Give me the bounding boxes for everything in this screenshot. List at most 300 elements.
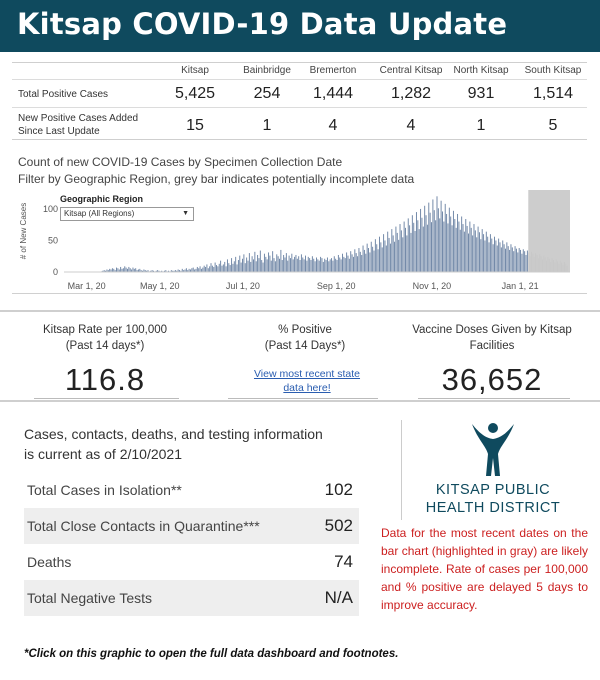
chart-bar bbox=[434, 210, 435, 272]
chart-bar bbox=[465, 219, 466, 272]
deaths-value: 74 bbox=[334, 552, 353, 571]
chart-bar bbox=[306, 261, 307, 272]
chart-bar bbox=[382, 247, 383, 272]
chart-bar bbox=[435, 220, 436, 272]
chart-bar bbox=[308, 257, 309, 272]
chart-bar bbox=[275, 261, 276, 272]
chart-bar bbox=[428, 203, 429, 272]
case-count-bar-chart[interactable] bbox=[12, 186, 587, 294]
chart-bar bbox=[316, 257, 317, 272]
y-tick-label: 50 bbox=[47, 235, 58, 246]
chart-bar bbox=[343, 257, 344, 272]
chart-bar bbox=[263, 263, 264, 272]
chart-bar bbox=[480, 239, 481, 272]
chart-bar bbox=[220, 261, 221, 272]
chart-bar bbox=[215, 263, 216, 272]
chart-bar bbox=[402, 237, 403, 272]
chart-bar bbox=[358, 248, 359, 272]
chart-bar bbox=[245, 263, 246, 272]
chart-bar bbox=[209, 266, 210, 272]
rate-label-line2: (Past 14 days*) bbox=[65, 340, 145, 352]
chart-bar bbox=[272, 251, 273, 272]
total-positive-bainbridge: 254 bbox=[253, 85, 281, 102]
chart-bar bbox=[453, 211, 454, 272]
chart-bar bbox=[509, 250, 510, 272]
chart-bar bbox=[126, 268, 127, 272]
chart-bar bbox=[120, 267, 121, 272]
chart-bar bbox=[442, 211, 443, 272]
chart-bar bbox=[471, 228, 472, 272]
x-tick-label: Sep 1, 20 bbox=[316, 281, 356, 291]
chart-bar bbox=[467, 226, 468, 272]
chart-bar bbox=[372, 247, 373, 272]
chart-bar bbox=[228, 263, 229, 272]
negative-tests-value: N/A bbox=[324, 588, 353, 607]
chart-bar bbox=[238, 260, 239, 272]
chart-bar bbox=[274, 258, 275, 272]
chart-bar bbox=[378, 249, 379, 272]
incomplete-data-bar bbox=[528, 190, 570, 272]
chart-bar bbox=[230, 265, 231, 272]
chart-bar bbox=[305, 256, 306, 272]
chart-bar bbox=[430, 213, 431, 272]
chart-bar bbox=[285, 257, 286, 272]
chart-bar bbox=[371, 242, 372, 272]
chart-bar bbox=[456, 228, 457, 272]
x-tick-label: Jan 1, 21 bbox=[501, 281, 539, 291]
chart-bar bbox=[380, 242, 381, 272]
chart-bar bbox=[350, 251, 351, 272]
isolation-label: Total Cases in Isolation** bbox=[27, 482, 182, 498]
y-tick-label: 100 bbox=[42, 203, 58, 214]
chart-bar bbox=[517, 252, 518, 272]
total-positive-central-kitsap: 1,282 bbox=[390, 85, 432, 102]
chart-bar bbox=[379, 237, 380, 272]
column-header-kitsap: Kitsap bbox=[181, 65, 209, 76]
chart-bar bbox=[475, 230, 476, 272]
chart-bar bbox=[337, 260, 338, 272]
chart-bar bbox=[401, 230, 402, 272]
info-title bbox=[24, 424, 323, 464]
chart-bar bbox=[527, 251, 528, 272]
total-positive-south-kitsap: 1,514 bbox=[532, 85, 574, 102]
chart-bar bbox=[311, 260, 312, 272]
chart-bar bbox=[235, 257, 236, 272]
chart-bar bbox=[523, 249, 524, 272]
page-title: Kitsap COVID-19 Data Update bbox=[17, 7, 508, 41]
chart-bar bbox=[449, 208, 450, 272]
chart-bar bbox=[376, 244, 377, 272]
chart-bar bbox=[474, 224, 475, 272]
chart-bar bbox=[112, 268, 113, 272]
chart-bar bbox=[246, 257, 247, 272]
chart-bar bbox=[512, 247, 513, 272]
chart-bar bbox=[198, 268, 199, 272]
chart-bar bbox=[276, 254, 277, 272]
chart-bar bbox=[515, 246, 516, 272]
cases-by-region-table[interactable] bbox=[12, 62, 587, 140]
x-tick-label: Nov 1, 20 bbox=[412, 281, 452, 291]
chart-title-line1: Count of new COVID-19 Cases by Specimen Collection Date bbox=[18, 155, 343, 169]
chart-bar bbox=[391, 229, 392, 272]
chart-bar bbox=[268, 252, 269, 272]
chart-bar bbox=[279, 259, 280, 272]
chart-bar bbox=[516, 249, 517, 272]
chart-bar bbox=[501, 247, 502, 272]
chart-bar bbox=[408, 218, 409, 272]
state-data-link-line1[interactable]: View most recent state bbox=[253, 368, 361, 380]
vaccine-doses-underline bbox=[418, 398, 570, 399]
chart-bar bbox=[222, 266, 223, 272]
chart-bar bbox=[445, 204, 446, 272]
chart-bar bbox=[282, 260, 283, 272]
chart-subtitle: Filter by Geographic Region, grey bar indicates potentially incomplete data bbox=[18, 172, 415, 186]
chart-bar bbox=[476, 237, 477, 272]
logo-line1: KITSAP PUBLIC bbox=[435, 482, 551, 498]
rate-underline bbox=[34, 398, 179, 399]
chart-bar bbox=[460, 230, 461, 272]
chart-bar bbox=[443, 222, 444, 272]
chart-bar bbox=[237, 264, 238, 272]
chart-bar bbox=[489, 242, 490, 272]
deaths-label: Deaths bbox=[27, 554, 72, 570]
chart-bar bbox=[419, 229, 420, 272]
chart-bar bbox=[369, 252, 370, 272]
chart-bar bbox=[417, 220, 418, 272]
chart-bar bbox=[510, 244, 511, 272]
table-row bbox=[24, 508, 359, 544]
chart-bar bbox=[486, 232, 487, 272]
chart-bar bbox=[441, 201, 442, 272]
chart-bar bbox=[332, 261, 333, 272]
chart-bar bbox=[389, 238, 390, 272]
state-data-link-line2[interactable]: data here! bbox=[283, 382, 331, 394]
chart-bar bbox=[269, 256, 270, 272]
chart-bar bbox=[468, 234, 469, 272]
chart-bar bbox=[412, 215, 413, 272]
total-positive-north-kitsap: 931 bbox=[467, 85, 495, 102]
chart-bar bbox=[258, 258, 259, 272]
chart-bar bbox=[383, 234, 384, 272]
info-title-line1: Cases, contacts, deaths, and testing information bbox=[24, 426, 323, 442]
vaccine-doses-label bbox=[392, 322, 592, 354]
chart-bar bbox=[241, 263, 242, 272]
chart-bar bbox=[321, 258, 322, 272]
chart-bar bbox=[191, 268, 192, 272]
chart-bar bbox=[458, 222, 459, 272]
chart-bar bbox=[264, 254, 265, 272]
chart-bar bbox=[315, 261, 316, 272]
rate-label bbox=[10, 322, 200, 354]
chart-bar bbox=[326, 260, 327, 272]
chart-bar bbox=[524, 251, 525, 272]
chart-bar bbox=[520, 250, 521, 272]
footer-instruction[interactable]: *Click on this graphic to open the full data dashboard and footnotes. bbox=[24, 648, 399, 660]
chart-bar bbox=[342, 254, 343, 272]
chart-bar bbox=[224, 262, 225, 272]
table-row bbox=[24, 472, 359, 508]
chart-bar bbox=[216, 265, 217, 272]
chart-bar bbox=[290, 258, 291, 272]
chart-bar bbox=[482, 229, 483, 272]
chart-bar bbox=[217, 266, 218, 272]
chart-bar bbox=[298, 256, 299, 272]
chart-bar bbox=[239, 256, 240, 272]
new-positive-bremerton: 4 bbox=[328, 117, 338, 134]
new-positive-kitsap: 15 bbox=[186, 117, 204, 134]
chart-bar bbox=[374, 251, 375, 272]
chart-bar bbox=[335, 259, 336, 272]
chart-bar bbox=[339, 257, 340, 272]
chart-bar bbox=[327, 257, 328, 272]
chart-bar bbox=[390, 244, 391, 272]
state-data-link[interactable] bbox=[248, 367, 366, 395]
chart-bar bbox=[353, 257, 354, 272]
chart-bar bbox=[334, 256, 335, 272]
chart-bar bbox=[395, 227, 396, 272]
chart-bar bbox=[438, 208, 439, 272]
row-label-new-positive-line2: Since Last Update bbox=[18, 126, 100, 137]
chart-bar bbox=[232, 264, 233, 272]
row-label-new-positive-line1: New Positive Cases Added bbox=[18, 113, 139, 124]
chart-bar bbox=[211, 263, 212, 272]
chart-bar bbox=[352, 254, 353, 272]
chart-bar bbox=[394, 242, 395, 272]
chart-bar bbox=[294, 257, 295, 272]
info-title-line2: is current as of 2/10/2021 bbox=[24, 446, 182, 462]
chart-bar bbox=[283, 255, 284, 272]
rate-value: 116.8 bbox=[64, 362, 146, 397]
chart-bar bbox=[124, 266, 125, 272]
chart-bar bbox=[257, 255, 258, 272]
chart-bar bbox=[242, 259, 243, 272]
chart-bar bbox=[295, 255, 296, 272]
chart-bar bbox=[502, 240, 503, 272]
chart-bar bbox=[431, 222, 432, 272]
isolation-value: 102 bbox=[324, 480, 353, 499]
chart-bar bbox=[386, 246, 387, 272]
chart-bar bbox=[494, 237, 495, 272]
chart-bar bbox=[226, 266, 227, 272]
chart-bar bbox=[261, 260, 262, 272]
chart-bar bbox=[472, 235, 473, 272]
chart-bar bbox=[302, 257, 303, 272]
chart-bar bbox=[420, 209, 421, 272]
chart-bar bbox=[301, 254, 302, 272]
chart-bar bbox=[130, 268, 131, 272]
chart-bar bbox=[213, 267, 214, 272]
column-header-central-kitsap: Central Kitsap bbox=[379, 65, 443, 76]
chart-bar bbox=[293, 259, 294, 272]
chart-bar bbox=[495, 240, 496, 272]
vaccine-doses-value: 36,652 bbox=[441, 362, 543, 397]
chart-bar bbox=[249, 253, 250, 272]
chart-bar bbox=[234, 261, 235, 272]
chart-bar bbox=[320, 257, 321, 272]
chart-bar bbox=[193, 268, 194, 272]
chart-bar bbox=[360, 252, 361, 272]
chart-bar bbox=[202, 268, 203, 272]
chart-bar bbox=[484, 240, 485, 272]
chart-bar bbox=[427, 225, 428, 272]
chart-bar bbox=[405, 228, 406, 272]
chart-bar bbox=[341, 259, 342, 272]
chart-bar bbox=[287, 261, 288, 272]
logo-line2: HEALTH DISTRICT bbox=[425, 500, 561, 516]
chart-bar bbox=[297, 259, 298, 272]
chart-bar bbox=[253, 259, 254, 272]
new-positive-bainbridge: 1 bbox=[262, 117, 272, 134]
x-tick-label: May 1, 20 bbox=[140, 281, 180, 291]
chart-bar bbox=[508, 246, 509, 272]
vaccine-doses-label-line1: Vaccine Doses Given by Kitsap bbox=[412, 324, 572, 336]
chart-bar bbox=[363, 246, 364, 272]
chart-bar bbox=[204, 266, 205, 272]
chart-bar bbox=[497, 246, 498, 272]
chart-bar bbox=[461, 216, 462, 272]
chart-bar bbox=[331, 258, 332, 272]
chart-bar bbox=[404, 222, 405, 272]
percent-positive-underline bbox=[228, 398, 378, 399]
chart-bar bbox=[439, 218, 440, 272]
chart-bar bbox=[243, 254, 244, 272]
chart-bar bbox=[346, 252, 347, 272]
chart-title bbox=[18, 154, 414, 188]
table-row bbox=[24, 544, 359, 580]
chart-bar bbox=[328, 261, 329, 272]
column-header-bainbridge: Bainbridge bbox=[243, 65, 291, 76]
new-positive-south-kitsap: 5 bbox=[548, 117, 558, 134]
chart-bar bbox=[424, 206, 425, 272]
chart-bar bbox=[400, 224, 401, 272]
chart-bar bbox=[356, 253, 357, 272]
chart-bar bbox=[323, 262, 324, 272]
geographic-region-dropdown[interactable] bbox=[60, 207, 194, 221]
chart-bar bbox=[421, 218, 422, 272]
chart-bar bbox=[227, 259, 228, 272]
table-row bbox=[24, 580, 359, 616]
vaccine-doses-label-line2: Facilities bbox=[469, 340, 515, 352]
chart-bar bbox=[123, 268, 124, 272]
chart-bar bbox=[397, 233, 398, 272]
row-label-new-positive bbox=[18, 112, 138, 138]
chart-bar bbox=[454, 219, 455, 272]
chart-bar bbox=[469, 222, 470, 272]
negative-tests-label: Total Negative Tests bbox=[27, 590, 153, 606]
chart-bar bbox=[309, 258, 310, 272]
chart-bar bbox=[416, 212, 417, 272]
chart-bar bbox=[197, 267, 198, 272]
chart-bar bbox=[387, 232, 388, 272]
chart-bar bbox=[432, 199, 433, 272]
chart-bar bbox=[265, 257, 266, 272]
x-tick-label: Jul 1, 20 bbox=[225, 281, 260, 291]
vertical-divider bbox=[401, 420, 402, 520]
chart-bar bbox=[498, 239, 499, 272]
column-header-south-kitsap: South Kitsap bbox=[524, 65, 582, 76]
chart-bar bbox=[128, 267, 129, 272]
chart-bar bbox=[526, 255, 527, 272]
filter-label: Geographic Region bbox=[60, 194, 144, 204]
chart-bar bbox=[415, 231, 416, 272]
chart-bar bbox=[446, 214, 447, 272]
chart-bar bbox=[423, 227, 424, 272]
row-label-total-positive: Total Positive Cases bbox=[18, 89, 109, 100]
chart-bar bbox=[324, 259, 325, 272]
incomplete-data-note: Data for the most recent dates on the bar chart (highlighted in gray) are likely incomplete. Rate of cases per 100,000 and % positive are delayed 5 days to improve accuracy. bbox=[381, 526, 588, 612]
chart-bar bbox=[478, 227, 479, 272]
chart-bar bbox=[490, 234, 491, 272]
chart-bar bbox=[312, 256, 313, 272]
chart-bar bbox=[457, 214, 458, 272]
chart-bar bbox=[252, 256, 253, 272]
chart-bar bbox=[135, 268, 136, 272]
chart-bar bbox=[330, 259, 331, 272]
percent-positive-label-line1: % Positive bbox=[278, 324, 332, 336]
chart-bar bbox=[250, 262, 251, 272]
chart-bar bbox=[506, 242, 507, 272]
chart-bar bbox=[493, 244, 494, 272]
table-divider bbox=[12, 107, 587, 108]
chart-bar bbox=[368, 248, 369, 272]
chart-bar bbox=[361, 255, 362, 272]
chart-bar bbox=[313, 259, 314, 272]
chart-bar bbox=[300, 260, 301, 272]
total-positive-bremerton: 1,444 bbox=[312, 85, 354, 102]
dropdown-selected-value: Kitsap (All Regions) bbox=[64, 209, 135, 218]
chart-bar bbox=[426, 215, 427, 272]
chart-bar bbox=[289, 256, 290, 272]
chevron-down-icon: ▼ bbox=[182, 210, 189, 217]
chart-bar bbox=[219, 264, 220, 272]
chart-bar bbox=[212, 266, 213, 272]
chart-bar bbox=[367, 244, 368, 272]
chart-bar bbox=[464, 232, 465, 272]
chart-bar bbox=[248, 261, 249, 272]
chart-bar bbox=[254, 252, 255, 272]
chart-bar bbox=[208, 268, 209, 272]
chart-bar bbox=[411, 233, 412, 272]
rate-label-line1: Kitsap Rate per 100,000 bbox=[42, 324, 168, 336]
chart-bar bbox=[450, 216, 451, 272]
chart-bar bbox=[463, 224, 464, 272]
chart-bar bbox=[452, 225, 453, 272]
summary-stats bbox=[0, 310, 600, 402]
chart-bar bbox=[406, 235, 407, 272]
percent-positive-label bbox=[210, 322, 400, 354]
y-tick-label: 0 bbox=[52, 267, 58, 277]
chart-bar bbox=[521, 254, 522, 272]
quarantine-value: 502 bbox=[324, 516, 353, 535]
chart-bar bbox=[278, 256, 279, 272]
new-positive-central-kitsap: 4 bbox=[406, 117, 416, 134]
chart-bar bbox=[271, 261, 272, 272]
chart-bar bbox=[384, 240, 385, 272]
percent-positive-label-line2: (Past 14 Days*) bbox=[264, 340, 346, 352]
chart-bar bbox=[223, 264, 224, 272]
chart-bar bbox=[505, 249, 506, 272]
chart-bar bbox=[348, 256, 349, 272]
chart-bar bbox=[291, 254, 292, 272]
x-tick-label: Mar 1, 20 bbox=[67, 281, 106, 291]
chart-bar bbox=[437, 196, 438, 272]
chart-bar bbox=[447, 223, 448, 272]
chart-bar bbox=[280, 250, 281, 272]
chart-bar bbox=[491, 239, 492, 272]
chart-bar bbox=[206, 264, 207, 272]
y-axis-label: # of New Cases bbox=[19, 202, 28, 260]
chart-bar bbox=[304, 259, 305, 272]
